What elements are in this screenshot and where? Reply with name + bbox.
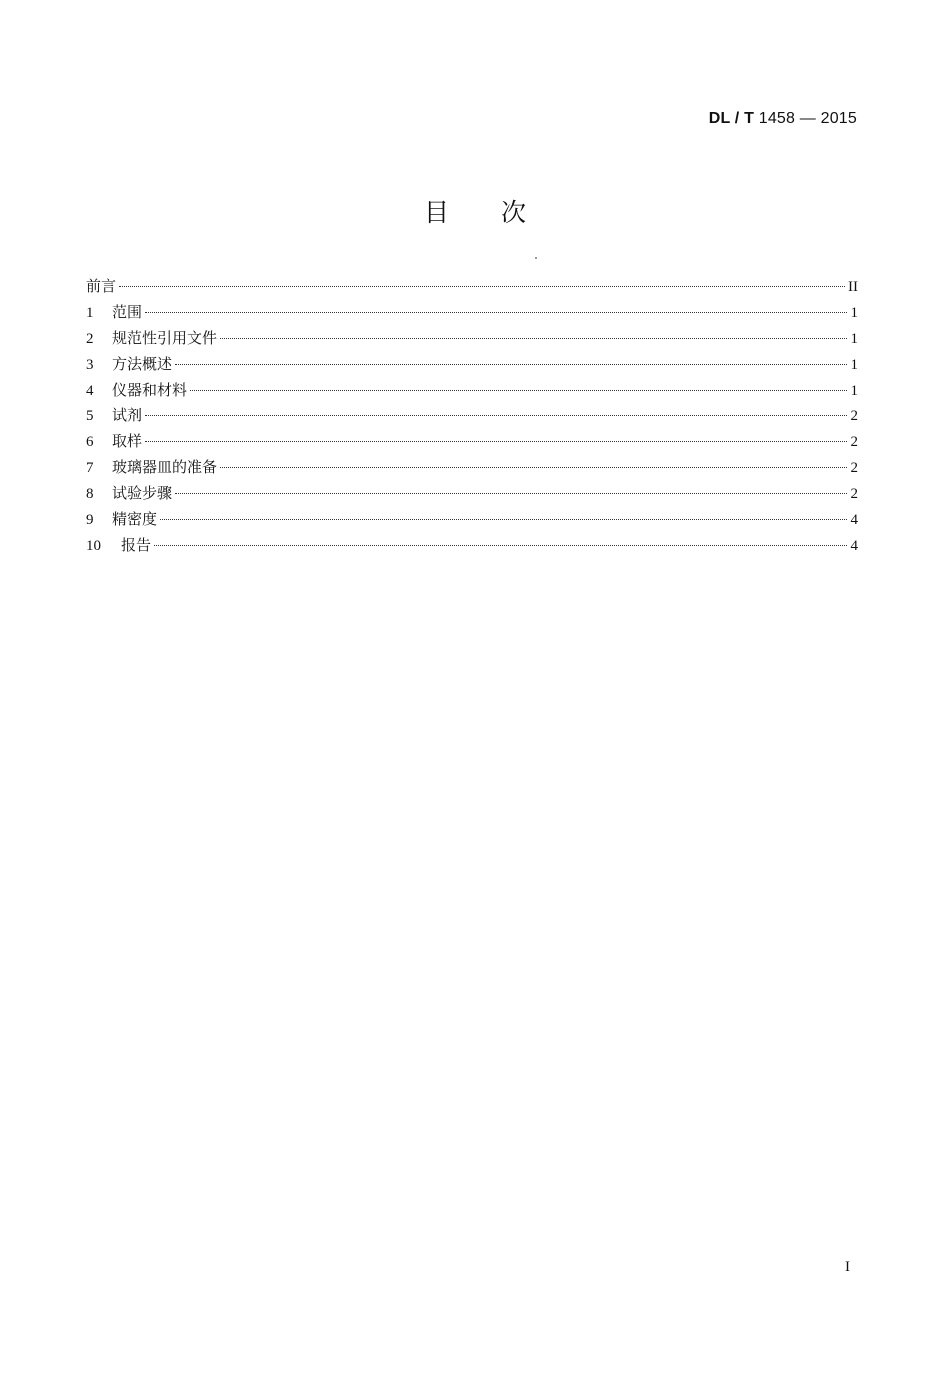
toc-title-part: 目	[424, 198, 450, 227]
toc-entry-page: 4	[850, 512, 858, 529]
dot-leader	[190, 390, 847, 391]
toc-entry-title: 玻璃器皿的准备	[112, 458, 218, 477]
toc-entry-6[interactable]	[86, 430, 858, 456]
toc-title	[0, 193, 950, 229]
toc-entry-page: 2	[850, 408, 858, 425]
dot-leader	[145, 312, 847, 313]
dot-leader	[175, 364, 847, 365]
toc-entry-title: 试剂	[112, 406, 143, 425]
toc-entry-page: II	[848, 279, 858, 295]
standard-number: 1458 — 2015	[758, 110, 857, 127]
toc-entry-number: 2	[86, 330, 94, 347]
toc-entry-page: 1	[850, 304, 858, 321]
toc-entry-8[interactable]	[86, 482, 858, 508]
toc-entry-title: 精密度	[112, 510, 158, 529]
toc-entry-10[interactable]	[86, 534, 858, 560]
toc-entry-3[interactable]	[86, 353, 858, 379]
toc-entry-page: 1	[850, 356, 858, 373]
toc-entry-number: 10	[86, 537, 101, 554]
dot-leader	[119, 286, 845, 287]
toc-entry-page: 2	[850, 434, 858, 451]
toc-entry-title: 前言	[86, 277, 117, 295]
toc-entry-foreword[interactable]	[86, 275, 858, 301]
toc-entry-title: 试验步骤	[112, 484, 173, 503]
toc-entry-page: 2	[850, 486, 858, 503]
dot-leader	[145, 415, 847, 416]
toc-entry-number: 8	[86, 486, 94, 503]
dot-leader	[145, 441, 847, 442]
scan-artifact-dot	[535, 257, 537, 259]
toc-entry-7[interactable]	[86, 456, 858, 482]
toc-entry-number: 9	[86, 512, 94, 529]
table-of-contents	[86, 275, 858, 560]
standard-code	[709, 110, 857, 128]
dot-leader	[160, 519, 847, 520]
toc-entry-page: 4	[850, 537, 858, 554]
toc-entry-number: 5	[86, 408, 94, 425]
dot-leader	[154, 545, 847, 546]
toc-entry-page: 1	[850, 330, 858, 347]
toc-entry-number: 6	[86, 434, 94, 451]
dot-leader	[175, 493, 847, 494]
toc-entry-title: 仪器和材料	[112, 380, 188, 399]
toc-entry-number: 4	[86, 382, 94, 399]
toc-entry-title: 规范性引用文件	[112, 328, 218, 347]
toc-entry-title: 报告	[121, 535, 152, 554]
toc-entry-number: 3	[86, 356, 94, 373]
toc-entry-title: 方法概述	[112, 354, 173, 373]
toc-entry-page: 1	[850, 382, 858, 399]
toc-title-part: 次	[500, 198, 526, 227]
dot-leader	[220, 338, 847, 339]
dot-leader	[220, 467, 847, 468]
toc-entry-1[interactable]	[86, 301, 858, 327]
toc-entry-title: 取样	[112, 432, 143, 451]
standard-prefix: DL / T	[708, 110, 755, 127]
page-number: I	[845, 1259, 850, 1275]
toc-entry-title: 范围	[112, 302, 143, 321]
toc-entry-number: 7	[86, 460, 94, 477]
toc-entry-5[interactable]	[86, 404, 858, 430]
toc-entry-page: 2	[850, 460, 858, 477]
toc-entry-4[interactable]	[86, 379, 858, 405]
toc-entry-2[interactable]	[86, 327, 858, 353]
toc-entry-number: 1	[86, 304, 94, 321]
toc-entry-9[interactable]	[86, 508, 858, 534]
